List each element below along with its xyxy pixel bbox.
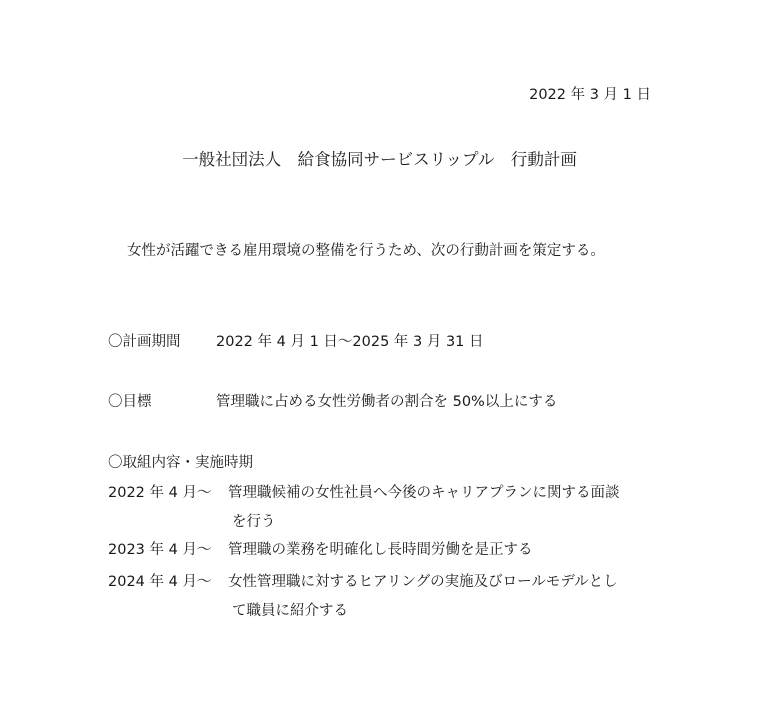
plan-period-label: 〇計画期間 <box>108 334 181 350</box>
action-item-2-text: 管理職の業務を明確化し長時間労働を是正する <box>228 542 533 558</box>
plan-period-value: 2022 年 4 月 1 日～2025 年 3 月 31 日 <box>216 334 484 350</box>
document-title: 一般社団法人 給食協同サービスリップル 行動計画 <box>182 150 577 169</box>
action-item-3-when: 2024 年 4 月～ <box>108 574 212 590</box>
document-date: 2022 年 3 月 1 日 <box>529 87 651 103</box>
goal-value: 管理職に占める女性労働者の割合を 50%以上にする <box>216 394 558 410</box>
action-item-1-when: 2022 年 4 月～ <box>108 485 212 501</box>
action-item-1-text-continued: を行う <box>232 514 276 530</box>
goal-label: 〇目標 <box>108 394 152 410</box>
action-item-3-text: 女性管理職に対するヒアリングの実施及びロールモデルとし <box>228 574 618 590</box>
actions-heading: 〇取組内容・実施時期 <box>108 455 253 471</box>
intro-text: 女性が活躍できる雇用環境の整備を行うため、次の行動計画を策定する。 <box>127 243 605 259</box>
action-item-2-when: 2023 年 4 月～ <box>108 542 212 558</box>
action-item-1-text: 管理職候補の女性社員へ今後のキャリアプランに関する面談 <box>228 485 620 501</box>
action-item-3-text-continued: て職員に紹介する <box>232 603 348 619</box>
